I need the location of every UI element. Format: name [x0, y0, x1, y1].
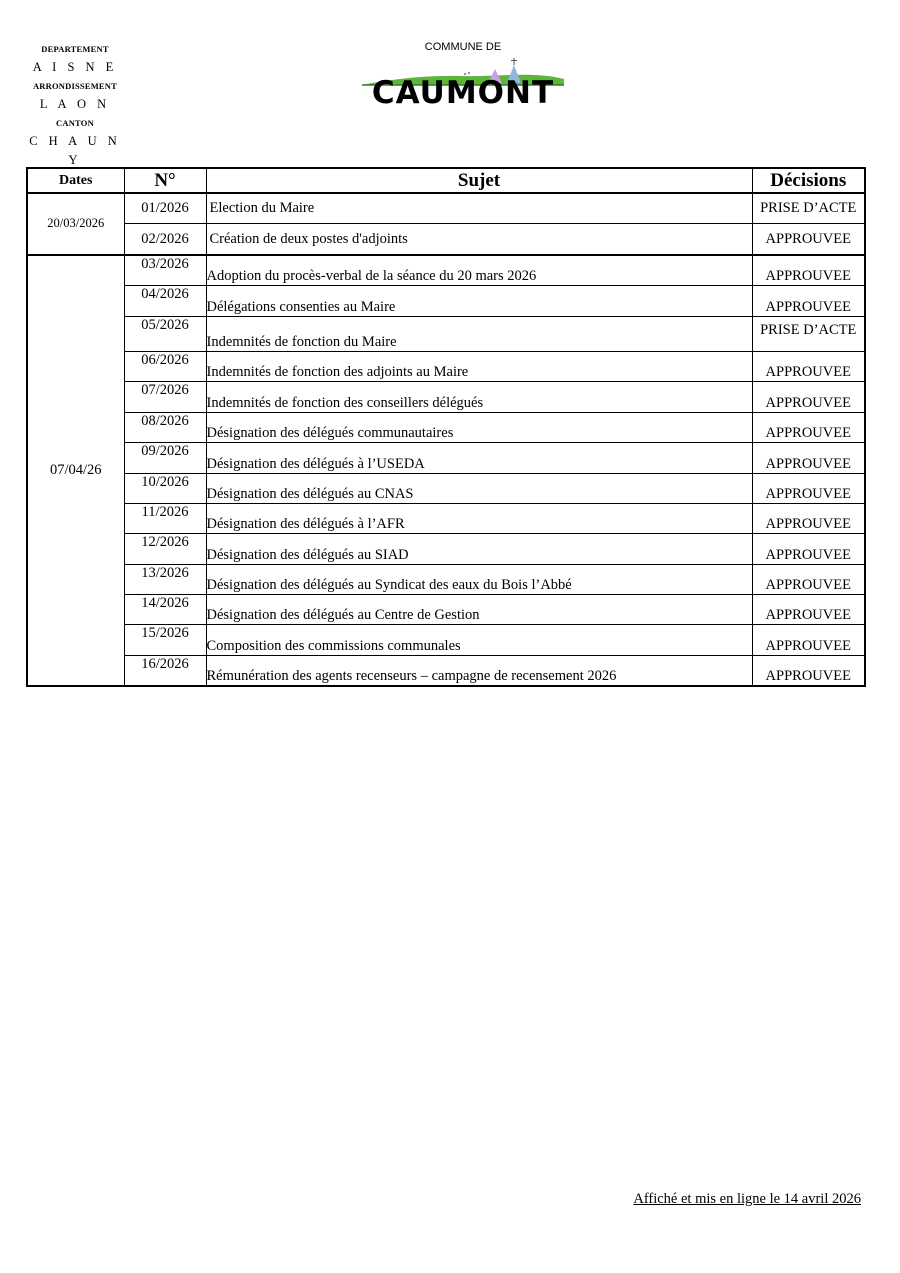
table-header-row: [27, 168, 865, 193]
decision-cell: APPROUVEE: [752, 255, 865, 286]
deliberations-table: [26, 167, 866, 687]
sujet-cell: Désignation des délégués au CNAS: [206, 473, 752, 503]
number-cell: 14/2026: [124, 595, 206, 625]
column-header-sujet: Sujet: [206, 168, 752, 193]
canton-label: CANTON: [56, 118, 94, 128]
table-row: [27, 564, 865, 594]
table-row: [27, 473, 865, 503]
decision-cell: APPROUVEE: [752, 443, 865, 473]
sujet-cell: Désignation des délégués communautaires: [206, 412, 752, 442]
sujet-cell: Désignation des délégués au SIAD: [206, 534, 752, 564]
number-cell: 02/2026: [124, 224, 206, 255]
number-cell: 01/2026: [124, 193, 206, 224]
table-row: [27, 286, 865, 316]
decision-cell: APPROUVEE: [752, 286, 865, 316]
sujet-cell: Désignation des délégués à l’USEDA: [206, 443, 752, 473]
date-cell: 20/03/2026: [27, 193, 124, 255]
number-cell: 03/2026: [124, 255, 206, 286]
arrondissement-value: L A O N: [39, 97, 111, 111]
number-cell: 04/2026: [124, 286, 206, 316]
logo-caption: COMMUNE DE: [424, 41, 502, 53]
table-row: [27, 351, 865, 381]
decision-cell: APPROUVEE: [752, 382, 865, 412]
sujet-cell: Adoption du procès-verbal de la séance du 20 mars 2026: [206, 255, 752, 286]
table-row: [27, 255, 865, 286]
table-row: [27, 224, 865, 255]
sujet-cell: Indemnités de fonction des adjoints au Maire: [206, 351, 752, 381]
number-cell: 15/2026: [124, 625, 206, 655]
date-cell: 07/04/26: [27, 255, 124, 686]
column-header-decisions: Décisions: [752, 168, 865, 193]
number-cell: 05/2026: [124, 316, 206, 351]
decision-cell: APPROUVEE: [752, 564, 865, 594]
table-row: [27, 595, 865, 625]
number-cell: 09/2026: [124, 443, 206, 473]
number-cell: 06/2026: [124, 351, 206, 381]
number-cell: 10/2026: [124, 473, 206, 503]
logo-wordmark: CAUMONT: [371, 75, 555, 111]
column-header-number: N°: [124, 168, 206, 193]
decision-cell: PRISE D’ACTE: [752, 193, 865, 224]
sujet-cell: Election du Maire: [206, 193, 752, 224]
sujet-cell: Rémunération des agents recenseurs – campagne de recensement 2026: [206, 655, 752, 686]
decision-cell: APPROUVEE: [752, 473, 865, 503]
canton-value: C H A U N Y: [29, 134, 121, 167]
sujet-cell: Indemnités de fonction du Maire: [206, 316, 752, 351]
sujet-cell: Indemnités de fonction des conseillers délégués: [206, 382, 752, 412]
number-cell: 16/2026: [124, 655, 206, 686]
decision-cell: APPROUVEE: [752, 412, 865, 442]
table-row: [27, 503, 865, 533]
decision-cell: APPROUVEE: [752, 625, 865, 655]
administrative-header: [20, 40, 130, 167]
decision-cell: APPROUVEE: [752, 534, 865, 564]
table-row: [27, 443, 865, 473]
posting-notice: Affiché et mis en ligne le 14 avril 2026: [633, 1191, 861, 1207]
decision-cell: APPROUVEE: [752, 224, 865, 255]
sujet-cell: Désignation des délégués au Centre de Gestion: [206, 595, 752, 625]
table-row: [27, 625, 865, 655]
arrondissement-label: ARRONDISSEMENT: [32, 81, 118, 91]
number-cell: 07/2026: [124, 382, 206, 412]
number-cell: 08/2026: [124, 412, 206, 442]
number-cell: 11/2026: [124, 503, 206, 533]
sujet-cell: Désignation des délégués au Syndicat des eaux du Bois l’Abbé: [206, 564, 752, 594]
table-row: [27, 193, 865, 224]
sujet-cell: Désignation des délégués à l’AFR: [206, 503, 752, 533]
sujet-cell: Composition des commissions communales: [206, 625, 752, 655]
departement-value: A I S N E: [32, 60, 118, 74]
number-cell: 12/2026: [124, 534, 206, 564]
table-row: [27, 534, 865, 564]
table-row: [27, 412, 865, 442]
table-row: [27, 316, 865, 351]
commune-logo: [332, 41, 594, 117]
table-row: [27, 382, 865, 412]
decision-cell: APPROUVEE: [752, 655, 865, 686]
sujet-cell: Délégations consenties au Maire: [206, 286, 752, 316]
decision-cell: APPROUVEE: [752, 351, 865, 381]
table-row: [27, 655, 865, 686]
column-header-dates: Dates: [27, 168, 124, 193]
departement-label: DEPARTEMENT: [41, 44, 109, 54]
decision-cell: APPROUVEE: [752, 595, 865, 625]
number-cell: 13/2026: [124, 564, 206, 594]
decision-cell: PRISE D’ACTE: [752, 316, 865, 351]
decision-cell: APPROUVEE: [752, 503, 865, 533]
sujet-cell: Création de deux postes d'adjoints: [206, 224, 752, 255]
